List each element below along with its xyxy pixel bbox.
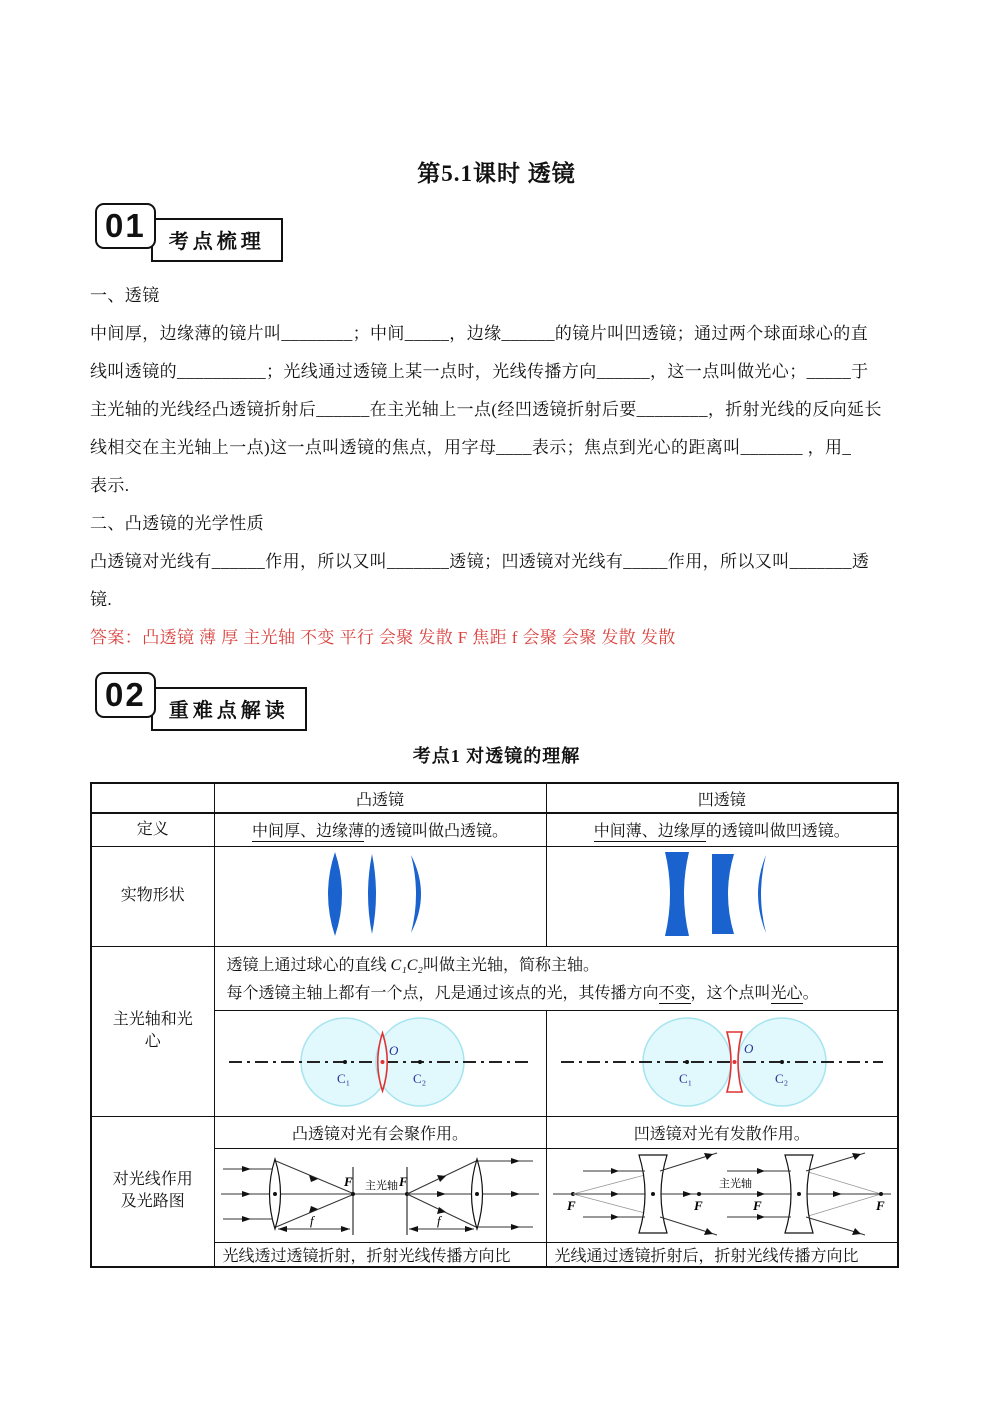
outline-paragraph-line: 凸透镜对光线有______作用，所以又叫_______透镜；凹透镜对光线有_____作用，所以又叫_______透	[90, 552, 870, 571]
concave-effect-caption: 凹透镜对光有发散作用。	[546, 1116, 898, 1148]
focus-label: F	[752, 1197, 762, 1213]
outline-text-block	[90, 277, 908, 657]
arrowhead-right	[341, 1226, 350, 1232]
kaodian-heading: 考点1 对透镜的理解	[412, 746, 581, 766]
axis-line2-underlined-2: 光心	[770, 985, 803, 1002]
thin-convex-lens-icon	[368, 854, 376, 934]
axis-text-line2	[227, 980, 898, 1008]
c2-label: C₂	[774, 1070, 788, 1086]
optical-center-dot	[381, 1060, 385, 1064]
definition-convex-rest: 的透镜叫做凸透镜。	[364, 823, 509, 841]
ray-arrowhead	[242, 1166, 251, 1172]
ray-arrowhead	[437, 1191, 446, 1197]
outline-paragraph-line: 线叫透镜的__________；光线通过透镜上某一点时，光线传播方向______，这一点叫做光心；_____于	[90, 362, 869, 381]
section-number: 02	[95, 672, 156, 718]
focus-label: F	[344, 1173, 353, 1189]
main-axis-label: 主光轴	[365, 1179, 398, 1192]
ray-arrowhead	[511, 1191, 520, 1197]
answer-line: 答案：凸透镜 薄 厚 主光轴 不变 平行 会聚 发散 F 焦距 f 会聚 会聚 发散 发散	[90, 628, 676, 647]
optical-center-label: O	[743, 1040, 754, 1056]
extension-line	[805, 1171, 881, 1194]
arrowhead-right	[465, 1226, 474, 1232]
ray-arrowhead	[757, 1168, 765, 1174]
focal-length-label: f	[437, 1212, 441, 1228]
table-header-row	[91, 783, 898, 813]
section-number: 01	[95, 203, 156, 249]
axis-line2-pre: 每个透镜主轴上都有一个点，凡是通过该点的光，其传播方向	[226, 985, 659, 1002]
focus-label: F	[566, 1197, 576, 1213]
concave-ray-diagram-cell	[546, 1148, 898, 1242]
c1-dot	[343, 1060, 347, 1064]
outline-heading-1: 一、透镜	[90, 286, 160, 305]
ray-arrowhead	[611, 1214, 619, 1220]
convex-ray-diagram-cell	[214, 1148, 546, 1242]
c1-label: C₁	[337, 1070, 351, 1086]
optical-center-dot	[475, 1192, 479, 1196]
c2-label: C₂	[413, 1070, 427, 1086]
axis-text-line1	[227, 952, 898, 980]
ray-arrowhead	[611, 1168, 619, 1174]
focus-dot	[879, 1192, 883, 1196]
convex-axis-diagram-cell	[214, 1010, 546, 1116]
definition-concave-underlined: 中间薄、边缘厚	[593, 823, 706, 841]
ray-arrowhead	[242, 1216, 251, 1222]
main-axis-label: 主光轴	[718, 1177, 752, 1190]
outline-paragraph-line: 线相交在主光轴上一点)这一点叫透镜的焦点，用字母____表示；焦点到光心的距离叫_______ ，用_	[90, 438, 852, 457]
axis-line2-underlined-1: 不变	[658, 985, 691, 1002]
header-convex: 凸透镜	[214, 783, 546, 813]
table-row-effect-captions	[91, 1116, 898, 1148]
meniscus-convex-lens-icon	[411, 855, 421, 933]
axis-line1-pre: 透镜上通过球心的直线	[226, 957, 391, 974]
definition-convex	[214, 813, 546, 846]
convex-bottom-text: 光线透过透镜折射，折射光线传播方向比	[214, 1242, 546, 1267]
c1c2-symbol: C₁C₂	[390, 957, 423, 974]
biconvex-lens-icon	[328, 852, 342, 936]
extension-line	[805, 1194, 881, 1217]
convex-effect-caption: 凸透镜对光有会聚作用。	[214, 1116, 546, 1148]
header-empty-cell	[91, 783, 214, 813]
definition-convex-underlined: 中间厚、边缘薄	[251, 823, 364, 841]
ray-arrowhead	[611, 1191, 619, 1197]
header-concave: 凹透镜	[546, 783, 898, 813]
outline-paragraph-line: 表示.	[90, 476, 130, 495]
optical-center-dot	[797, 1192, 801, 1196]
meniscus-concave-lens-icon	[758, 855, 766, 933]
focus-dot	[697, 1192, 701, 1196]
refracted-ray	[276, 1161, 352, 1193]
ray-arrowhead	[757, 1214, 765, 1220]
table-row-shapes	[91, 846, 898, 946]
row-label-ray: 对光线作用及光路图	[91, 1116, 214, 1267]
definition-concave-rest: 的透镜叫做凹透镜。	[705, 823, 850, 841]
c2-dot	[418, 1060, 422, 1064]
focal-length-label: f	[310, 1212, 314, 1228]
focus-label: F	[399, 1173, 408, 1189]
optical-center-dot	[732, 1060, 736, 1064]
optical-center-label: O	[389, 1042, 399, 1058]
convex-ray-diagram	[215, 1149, 545, 1237]
biconcave-lens-icon	[665, 852, 689, 936]
c1-dot	[685, 1060, 689, 1064]
c2-dot	[780, 1060, 784, 1064]
ray-arrowhead	[683, 1191, 692, 1197]
concave-axis-diagram-cell	[546, 1010, 898, 1116]
concave-lens-shapes-cell	[546, 846, 898, 946]
axis-text-cell	[214, 946, 898, 1010]
refracted-ray	[276, 1195, 352, 1227]
outline-paragraph-line: 主光轴的光线经凸透镜折射后______在主光轴上一点(经凹透镜折射后要________，折射光线的反向延长	[90, 400, 882, 419]
section-label: 重难点解读	[151, 687, 307, 731]
table-row-definition	[91, 813, 898, 846]
lens-comparison-table	[90, 782, 899, 1268]
optical-center-dot	[651, 1192, 655, 1196]
ray-arrowhead	[511, 1158, 520, 1164]
ray-arrowhead	[242, 1191, 251, 1197]
row-label-shape: 实物形状	[91, 846, 214, 946]
convex-lens-shapes-cell	[214, 846, 546, 946]
outline-heading-2: 二、凸透镜的光学性质	[90, 514, 264, 533]
axis-line1-post: 叫做主光轴，简称主轴。	[422, 957, 599, 974]
ray-arrowhead	[309, 1206, 318, 1213]
plano-concave-lens-icon	[712, 854, 734, 934]
focus-label: F	[875, 1197, 885, 1213]
focus-dot	[351, 1192, 355, 1196]
outline-paragraph-line: 中间厚，边缘薄的镜片叫________；中间_____，边缘______的镜片叫凹透镜；通过两个球面球心的直	[90, 324, 869, 343]
ray-arrowhead	[511, 1224, 520, 1230]
table-row-axis-text	[91, 946, 898, 1010]
definition-concave	[546, 813, 898, 846]
convex-lens-shapes-diagram	[215, 847, 545, 941]
row-label-axis: 主光轴和光心	[91, 946, 214, 1116]
section-badge-01	[95, 203, 283, 262]
convex-optical-center-diagram	[215, 1011, 545, 1111]
section-label: 考点梳理	[151, 218, 283, 262]
outline-paragraph-line: 镜.	[90, 590, 113, 609]
axis-line2-post: 。	[802, 985, 819, 1002]
row-label-definition: 定义	[91, 813, 214, 846]
optical-center-dot	[273, 1192, 277, 1196]
page-title: 第5.1课时 透镜	[417, 161, 576, 186]
arrowhead-left	[278, 1226, 287, 1232]
arrowhead-left	[409, 1226, 418, 1232]
concave-bottom-text: 光线通过透镜折射后，折射光线传播方向比	[546, 1242, 898, 1267]
axis-line2-mid: ，这个点叫	[690, 985, 771, 1002]
concave-optical-center-diagram	[547, 1011, 897, 1111]
focus-label: F	[693, 1197, 703, 1213]
concave-ray-diagram	[547, 1149, 897, 1237]
ray-arrowhead	[309, 1175, 318, 1182]
ray-arrowhead	[833, 1191, 842, 1197]
c1-label: C₁	[678, 1070, 692, 1086]
section-badge-02	[95, 672, 307, 731]
ray-arrowhead	[757, 1191, 765, 1197]
concave-lens-shapes-diagram	[547, 847, 897, 941]
